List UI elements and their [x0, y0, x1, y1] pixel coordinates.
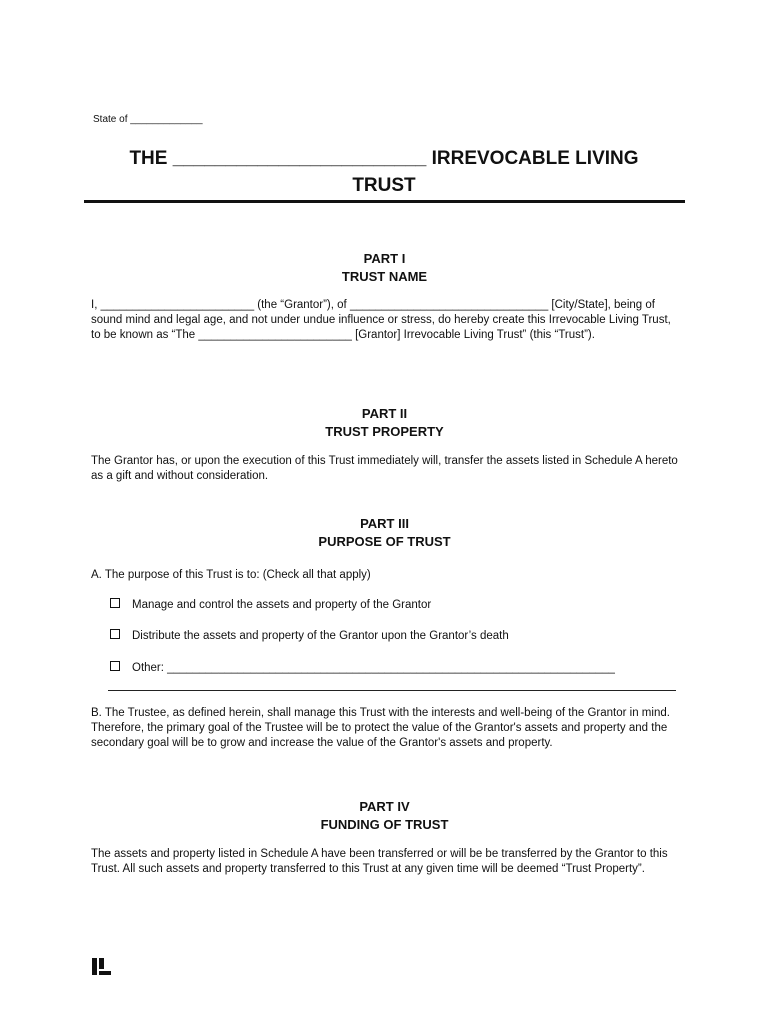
part2-title: TRUST PROPERTY [325, 424, 444, 439]
part1-paragraph: I, ________________________ (the “Grantor”), of _______________________________ [City/State], being of sound mind and legal age, and not under undue influence or stress, do hereby create this Irrevocable Living Trust, to be known as “The ________________________ [Grantor] Irrevocable Living Trust” (this “Trust”). [91, 299, 671, 341]
checkbox-manage[interactable] [110, 598, 120, 608]
part4-title: FUNDING OF TRUST [320, 817, 449, 832]
option-other-label: Other: ______________________________________________________________________ [132, 662, 615, 674]
title-divider [84, 200, 685, 203]
part2-paragraph: The Grantor has, or upon the execution of this Trust immediately will, transfer the assets listed in Schedule A hereto as a gift and without consideration. [91, 455, 678, 482]
part3-heading [84, 515, 685, 551]
part2-number: PART II [361, 406, 408, 421]
checkbox-distribute[interactable] [110, 629, 120, 639]
part1-number: PART I [363, 251, 406, 266]
part3-intro: A. The purpose of this Trust is to: (Check all that apply) [91, 569, 371, 581]
part1-heading [84, 250, 685, 286]
option-other [110, 661, 615, 676]
part4-heading [84, 798, 685, 834]
part4-paragraph: The assets and property listed in Schedule A have been transferred or will be be transferred by the Grantor to this Trust. All such assets and property transferred to this Trust at any given time will be deemed “Trust Property”. [91, 848, 668, 875]
part3-number: PART III [360, 516, 409, 531]
checkbox-other[interactable] [110, 661, 120, 671]
other-continuation-line [108, 690, 676, 691]
part4-number: PART IV [359, 799, 410, 814]
option-distribute-label: Distribute the assets and property of the Grantor upon the Grantor’s death [132, 630, 509, 642]
option-manage-label: Manage and control the assets and property of the Grantor [132, 599, 432, 611]
document-title [84, 145, 684, 199]
title-line-1: THE ________________________ IRREVOCABLE LIVING [129, 148, 639, 169]
title-line-2: TRUST [352, 175, 416, 196]
part3-title: PURPOSE OF TRUST [318, 534, 451, 549]
part1-title: TRUST NAME [341, 269, 428, 284]
option-distribute [110, 629, 509, 644]
part2-heading [84, 405, 685, 441]
brand-logo-icon [92, 957, 111, 976]
option-manage [110, 598, 431, 613]
state-line: State of _____________ [93, 114, 203, 125]
part3-paragraph-b: B. The Trustee, as defined herein, shall manage this Trust with the interests and well-being of the Grantor in mind. Therefore, the primary goal of the Trustee will be to protect the value of the Grantor's assets and property and the secondary goal will be to grow and increase the value of the Grantor's assets and property. [91, 707, 670, 749]
